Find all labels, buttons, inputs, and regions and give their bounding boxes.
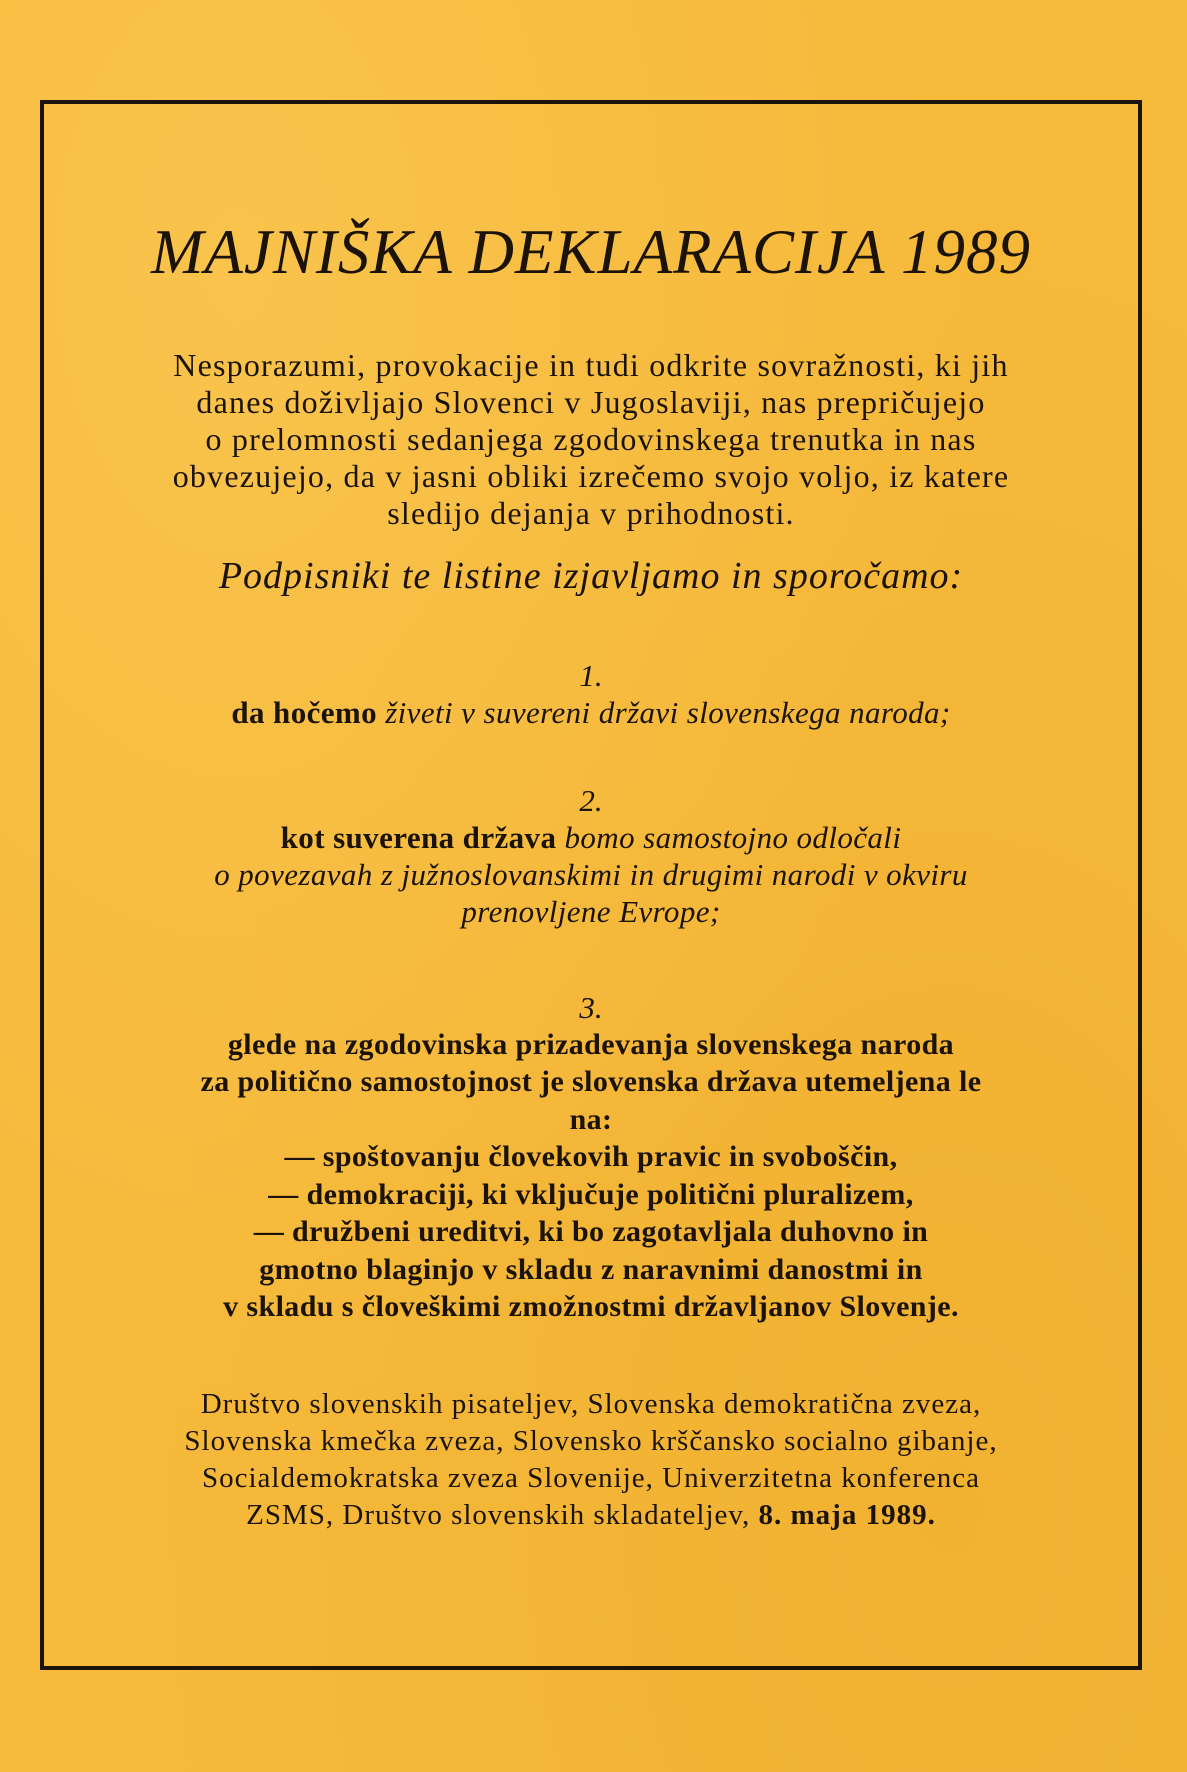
point-3-line: za politično samostojnost je slovenska država utemeljena le: [200, 1065, 982, 1099]
point-2-italic: bomo samostojno odločali: [564, 819, 902, 855]
point-number-3: 3.: [579, 989, 603, 1025]
point-3-line: na:: [569, 1102, 613, 1136]
point-number-1: 1.: [579, 657, 603, 693]
declaration-title: MAJNIŠKA DEKLARACIJA 1989: [150, 217, 1032, 287]
point-1-line: [60, 694, 1122, 731]
point-3-line: — spoštovanju človekovih pravic in svoboščin,: [284, 1140, 898, 1174]
point-3-line: v skladu s človeškimi zmožnostmi državljanov Slovenje.: [223, 1290, 959, 1324]
point-3-line: glede na zgodovinska prizadevanja slovenskega naroda: [227, 1027, 955, 1061]
signatories-line: Socialdemokratska zveza Slovenije, Univerzitetna konferenca: [201, 1461, 981, 1494]
point-1-italic: živeti v suvereni državi slovenskega naroda;: [385, 694, 951, 730]
intro-line: Nesporazumi, provokacije in tudi odkrite sovražnosti, ki jih: [173, 347, 1009, 384]
intro-line: o prelomnosti sedanjega zgodovinskega trenutka in nas: [205, 421, 977, 458]
point-2-line: o povezavah z južnoslovanskimi in drugimi narodi v okviru: [214, 856, 968, 892]
point-3-line: — demokraciji, ki vključuje politični pluralizem,: [268, 1177, 914, 1211]
point-2-line: prenovljene Evrope;: [461, 893, 721, 929]
point-1-bold: da hočemo: [231, 694, 378, 730]
point-3: [60, 1026, 1122, 1326]
declaration-statement: Podpisniki te listine izjavljamo in sporočamo:: [218, 555, 964, 598]
declaration-date: 8. maja 1989.: [758, 1498, 936, 1531]
signatories-line: Društvo slovenskih pisateljev, Slovenska demokratična zveza,: [200, 1387, 982, 1420]
point-2-line: [60, 819, 1122, 856]
point-3-line: gmotno blaginjo v skladu z naravnimi danostmi in: [259, 1252, 923, 1286]
point-2: [60, 819, 1122, 930]
signatories-line: [60, 1497, 1122, 1534]
intro-line: obvezujejo, da v jasni obliki izrečemo svojo voljo, iz katere: [172, 458, 1010, 495]
intro-line: danes doživljajo Slovenci v Jugoslaviji, nas prepričujejo: [196, 384, 986, 421]
signatories: [60, 1386, 1122, 1534]
signatories-last: ZSMS, Društvo slovenskih skladateljev,: [246, 1498, 751, 1531]
point-3-line: — družbeni ureditvi, ki bo zagotavljala duhovno in: [253, 1215, 929, 1249]
point-number-2: 2.: [579, 782, 603, 818]
signatories-line: Slovenska kmečka zveza, Slovensko krščansko socialno gibanje,: [184, 1424, 998, 1457]
point-2-bold: kot suverena država: [280, 819, 557, 855]
point-1: [60, 694, 1122, 731]
intro-paragraph: [101, 347, 1081, 532]
intro-line: sledijo dejanja v prihodnosti.: [387, 495, 795, 532]
declaration-content: [60, 100, 1122, 1534]
